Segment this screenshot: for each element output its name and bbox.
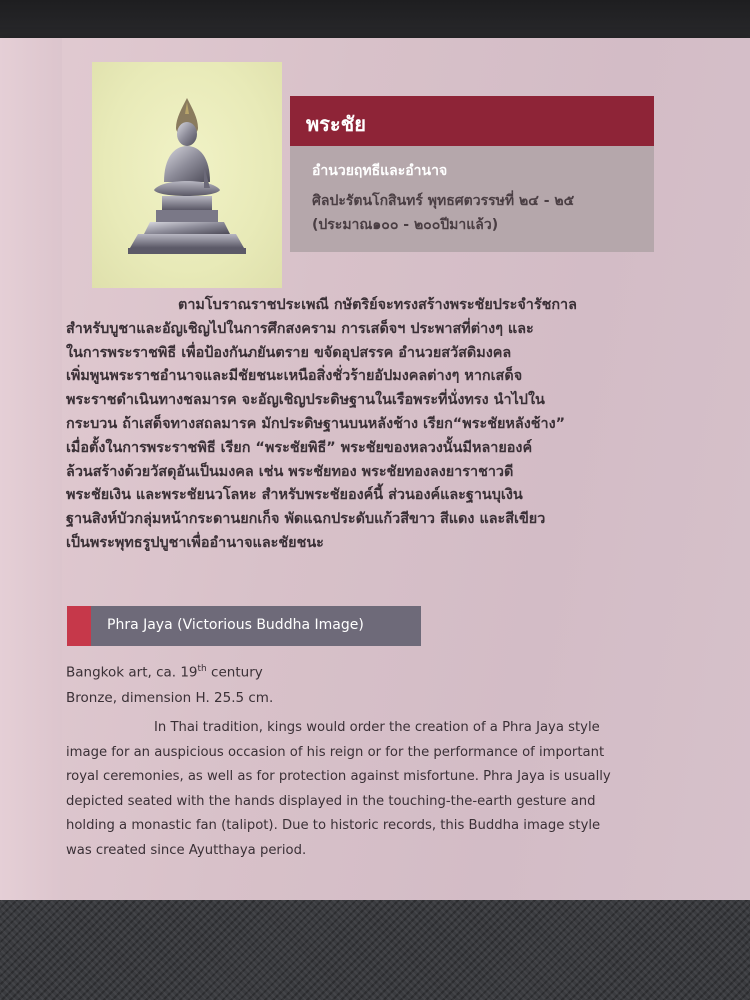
art-period-text: Bangkok art, ca. 19 — [66, 664, 198, 681]
buddha-photo — [92, 62, 282, 288]
seated-buddha-icon — [92, 62, 282, 288]
thai-line: พระชัยเงิน และพระชัยนวโลหะ สำหรับพระชัยองค์นี้ ส่วนองค์และฐานบุเงิน — [66, 487, 523, 504]
thai-line: เพิ่มพูนพระราชอำนาจและมีชัยชนะเหนือสิ่งชั่วร้ายอัปมงคลต่างๆ หากเสด็จ — [66, 368, 523, 385]
thai-line: กระบวน ถ้าเสด็จทางสถลมารค มักประดิษฐานบนหลังช้าง เรียก“พระชัยหลังช้าง” — [66, 415, 566, 432]
title-bar — [290, 96, 654, 146]
carpet-floor — [0, 900, 750, 1000]
english-line: was created since Ayutthaya period. — [66, 842, 307, 858]
thai-line: เป็นพระพุทธรูปบูชาเพื่ออำนาจและชัยชนะ — [66, 534, 324, 551]
english-line: image for an auspicious occasion of his reign or for the performance of important — [66, 744, 605, 760]
art-period-suffix: century — [206, 664, 263, 681]
material-dimension: Bronze, dimension H. 25.5 cm. — [66, 690, 274, 706]
thai-line: ในการพระราชพิธี เพื่อป้องกันภยันตราย ขจัดอุปสรรค อำนวยสวัสดิมงคล — [66, 344, 512, 361]
english-heading: Phra Jaya (Victorious Buddha Image) — [107, 617, 364, 633]
art-period-sup: th — [197, 664, 207, 674]
period-line-2: (ประมาณ๑๐๐ - ๒๐๐ปีมาแล้ว) — [312, 217, 499, 233]
subtitle: อำนวยฤทธีและอำนาจ — [312, 163, 448, 179]
thai-description — [66, 294, 690, 556]
thai-line: พระราชดำเนินทางชลมารค จะอัญเชิญประดิษฐานในเรือพระที่นั่งทรง นำไปใน — [66, 392, 545, 409]
thai-line: สำหรับบูชาและอัญเชิญไปในการศึกสงคราม การเสด็จฯ ประพาสที่ต่างๆ และ — [66, 320, 534, 337]
page-title: พระชัย — [306, 112, 366, 136]
english-line: holding a monastic fan (talipot). Due to historic records, this Buddha image style — [66, 818, 601, 833]
english-line: royal ceremonies, as well as for protection against misfortune. Phra Jaya is usually — [66, 769, 611, 784]
thai-line: ล้วนสร้างด้วยวัสดุอันเป็นมงคล เช่น พระชัยทอง พระชัยทองลงยาราชาวดี — [66, 463, 514, 480]
english-line: depicted seated with the hands displayed in the touching-the-earth gesture and — [66, 793, 596, 809]
panel-edge — [0, 38, 62, 916]
thai-line: ตามโบราณราชประเพณี กษัตริย์จะทรงสร้างพระชัยประจำรัชกาล — [178, 297, 577, 313]
thai-line: ฐานสิงห์บัวกลุ่มหน้ากระดานยกเก็จ พัดแฉกประดับแก้วสีขาว สีแดง และสีเขียว — [66, 511, 546, 528]
subtitle-box — [290, 146, 654, 252]
art-period — [66, 664, 263, 681]
english-description — [66, 716, 692, 863]
heading-accent — [67, 606, 91, 646]
thai-line: เมื่อตั้งในการพระราชพิธี เรียก “พระชัยพิธี” พระชัยของหลวงนั้นมีหลายองค์ — [66, 439, 533, 456]
period-line-1: ศิลปะรัตนโกสินทร์ พุทธศตวรรษที่ ๒๔ - ๒๕ — [312, 193, 575, 209]
english-heading-bar — [67, 606, 421, 646]
english-line: In Thai tradition, kings would order the creation of a Phra Jaya style — [154, 720, 600, 735]
